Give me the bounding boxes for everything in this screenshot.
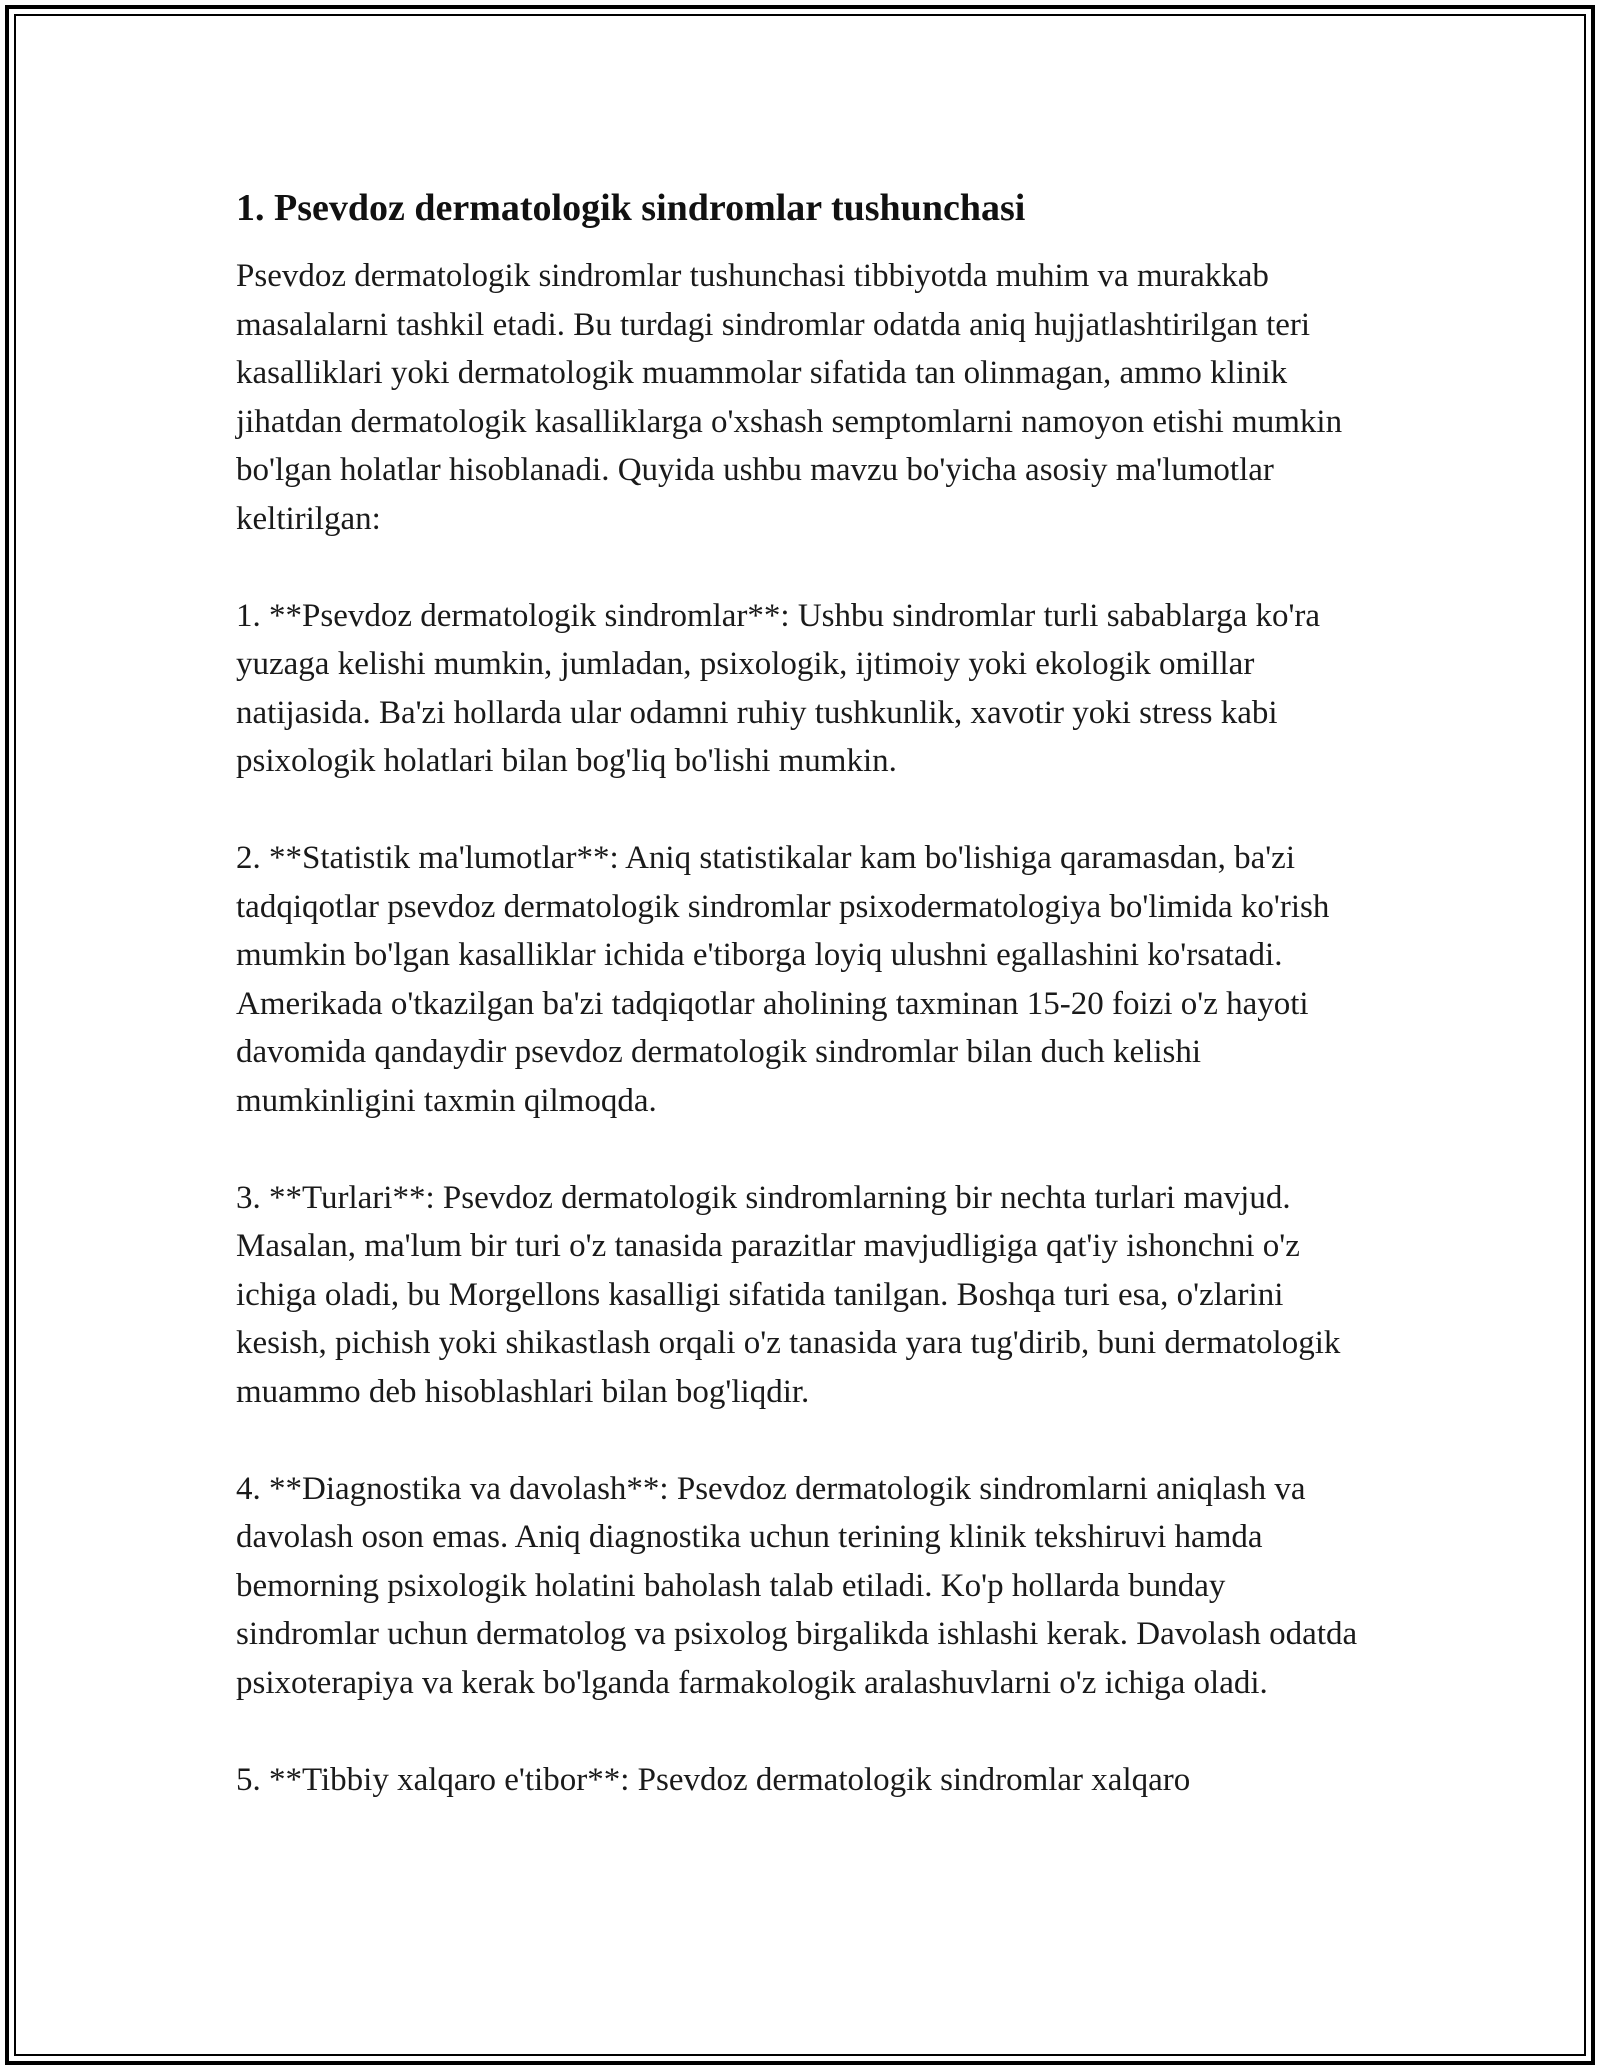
list-item-1-paragraph: 1. **Psevdoz dermatologik sindromlar**: Ushbu sindromlar turli sabablarga ko'ra yuzaga kelishi mumkin, jumladan, psixologik, ijtimoiy yoki ekologik omillar natijasida. Ba'zi hollarda ular odamni ruhiy tushkunlik, xavotir yoki stress kabi psixologik holatlari bilan bog'liq bo'lishi mumkin.: [236, 597, 1321, 779]
document-page: [236, 184, 1366, 1853]
list-item-4-paragraph: 4. **Diagnostika va davolash**: Psevdoz dermatologik sindromlarni aniqlash va davolash oson emas. Aniq diagnostika uchun terining klinik tekshiruvi hamda bemorning psixologik holatini baholash talab etiladi. Ko'p hollarda bunday sindromlar uchun dermatolog va psixolog birgalikda ishlashi kerak. Davolash odatda psixoterapiya va kerak bo'lganda farmakologik aralashuvlarni o'z ichiga oladi.: [236, 1470, 1358, 1701]
intro-paragraph: Psevdoz dermatologik sindromlar tushunchasi tibbiyotda muhim va murakkab masalalarni tashkil etadi. Bu turdagi sindromlar odatda aniq hujjatlashtirilgan teri kasalliklari yoki dermatologik muammolar sifatida tan olinmagan, ammo klinik jihatdan dermatologik kasalliklarga o'xshash semptomlarni namoyon etishi mumkin bo'lgan holatlar hisoblanadi. Quyida ushbu mavzu bo'yicha asosiy ma'lumotlar keltirilgan:: [236, 258, 1343, 537]
list-item-3-paragraph: 3. **Turlari**: Psevdoz dermatologik sindromlarning bir nechta turlari mavjud. Masalan, ma'lum bir turi o'z tanasida parazitlar mavjudligiga qat'iy ishonchni o'z ichiga oladi, bu Morgellons kasalligi sifatida tanilgan. Boshqa turi esa, o'zlarini kesish, pichish yoki shikastlash orqali o'z tanasida yara tug'dirib, buni dermatologik muammo deb hisoblashlari bilan bog'liqdir.: [236, 1179, 1341, 1410]
document-title: 1. Psevdoz dermatologik sindromlar tushunchasi: [236, 187, 1026, 229]
list-item-2-paragraph: 2. **Statistik ma'lumotlar**: Aniq statistikalar kam bo'lishiga qaramasdan, ba'zi tadqiqotlar psevdoz dermatologik sindromlar psixodermatologiya bo'limida ko'rish mumkin bo'lgan kasalliklar ichida e'tiborga loyiq ulushni egallashini ko'rsatadi. Amerikada o'tkazilgan ba'zi tadqiqotlar aholining taxminan 15-20 foizi o'z hayoti davomida qandaydir psevdoz dermatologik sindromlar bilan duch kelishi mumkinligini taxmin qilmoqda.: [236, 840, 1330, 1119]
list-item-5-paragraph: 5. **Tibbiy xalqaro e'tibor**: Psevdoz dermatologik sindromlar xalqaro: [236, 1761, 1191, 1798]
